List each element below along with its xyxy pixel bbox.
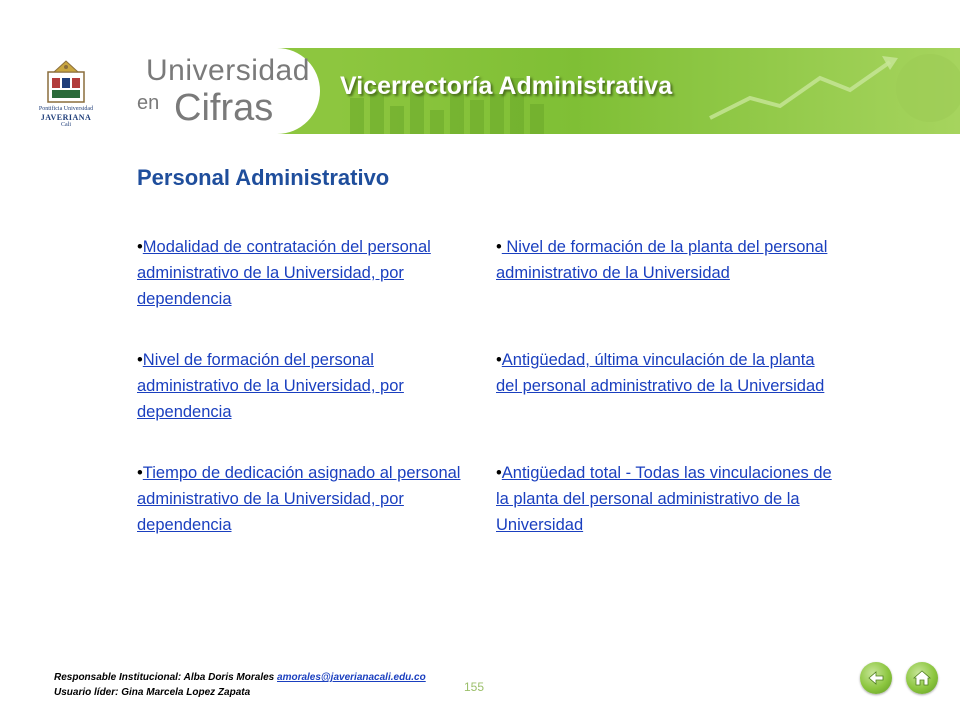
list-item <box>496 460 836 538</box>
footer-responsable-label: Responsable Institucional: Alba Doris Morales <box>54 672 275 683</box>
university-crest-icon <box>40 58 92 106</box>
bullet-icon: • <box>137 351 143 369</box>
bullet-icon: • <box>496 351 502 369</box>
banner-title: Vicerrectoría Administrativa <box>340 72 673 100</box>
bullet-icon: • <box>496 464 502 482</box>
list-item <box>496 234 836 286</box>
page-number: 155 <box>464 680 485 694</box>
list-item <box>496 347 836 399</box>
list-item <box>137 460 477 538</box>
home-button[interactable] <box>906 662 938 694</box>
header-banner <box>0 48 960 134</box>
link-nivel-formacion-dependencia[interactable]: Nivel de formación del personal administrativo de la Universidad, por dependencia <box>137 351 404 421</box>
crest-caption <box>30 106 102 129</box>
bullet-icon: • <box>137 464 143 482</box>
home-icon <box>912 668 932 688</box>
crest-line-2: JAVERIANA <box>40 113 92 122</box>
list-item <box>137 347 477 425</box>
bullet-icon: • <box>496 238 502 256</box>
footer-usuario-label: Usuario líder: Gina Marcela Lopez Zapata <box>54 687 251 698</box>
crest-line-1: Pontificia Universidad <box>38 106 94 112</box>
footer-credits <box>54 670 426 700</box>
logo-cifras-text: Cifras <box>174 87 274 129</box>
link-tiempo-dedicacion[interactable]: Tiempo de dedicación asignado al personal administrativo de la Universidad, por dependencia <box>137 464 461 534</box>
logo-en-text: en <box>137 92 160 114</box>
link-antiguedad-total[interactable]: Antigüedad total - Todas las vinculaciones de la planta del personal administrativo de la Universidad <box>496 464 832 534</box>
bullet-icon: • <box>137 238 143 256</box>
list-item <box>137 234 477 312</box>
link-modalidad-contratacion[interactable]: Modalidad de contratación del personal administrativo de la Universidad, por dependencia <box>137 238 431 308</box>
back-button[interactable] <box>860 662 892 694</box>
crest-line-3: Cali <box>61 122 71 128</box>
footer-responsable-line <box>54 670 426 685</box>
back-arrow-icon <box>866 668 886 688</box>
footer-email-link[interactable]: amorales@javerianacali.edu.co <box>277 672 426 683</box>
link-antiguedad-ultima-vinculacion[interactable]: Antigüedad, última vinculación de la planta del personal administrativo de la Universidad <box>496 351 825 395</box>
link-nivel-formacion-planta[interactable]: Nivel de formación de la planta del personal administrativo de la Universidad <box>496 238 828 282</box>
logo-universidad-text: Universidad <box>146 54 310 87</box>
section-title: Personal Administrativo <box>137 165 390 190</box>
